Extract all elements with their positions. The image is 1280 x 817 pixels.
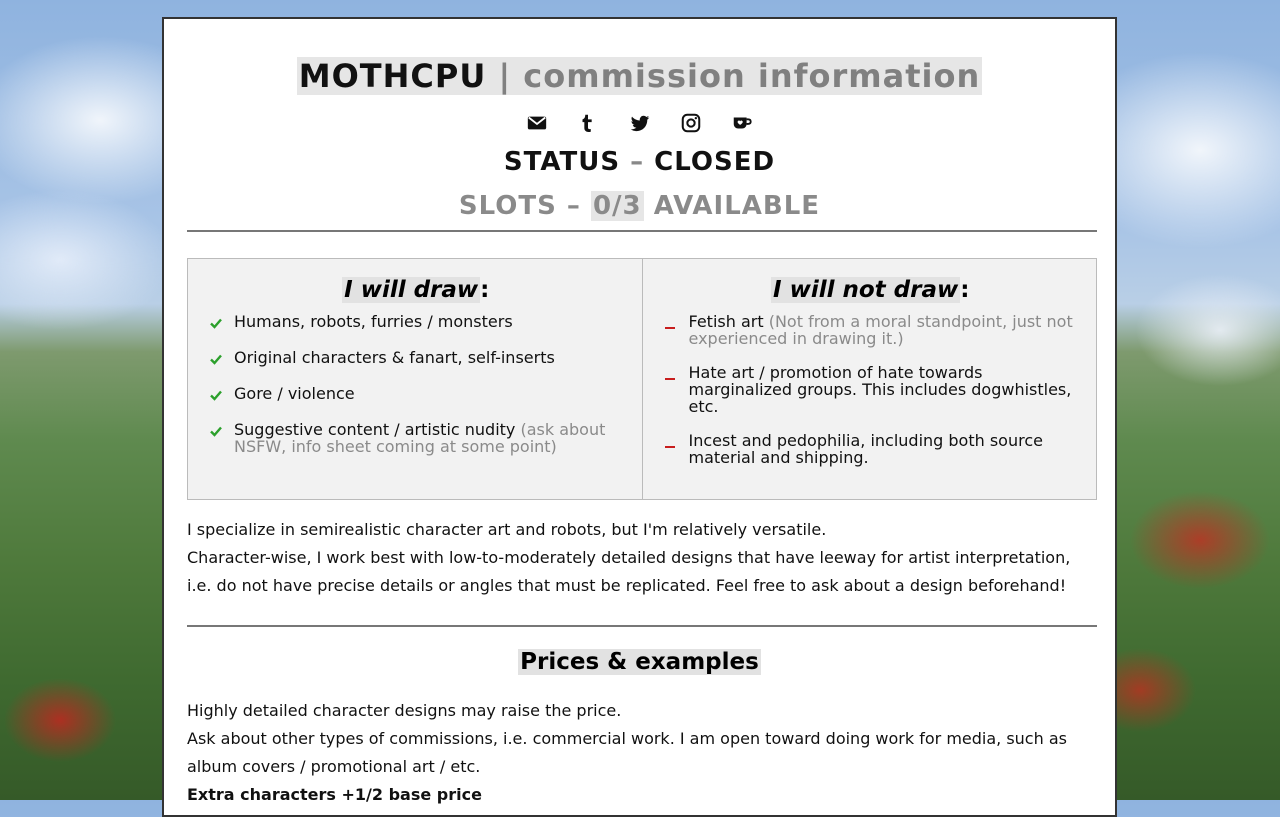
- intro-line-2: Character-wise, I work best with low-to-moderately detailed designs that have leeway for artist interpretation, i.e. do not have precise details or angles that must be replicated. Feel free to ask about a design beforehand!: [187, 548, 1071, 595]
- will-draw-heading: I will draw:: [344, 277, 490, 303]
- instagram-icon[interactable]: [680, 112, 702, 134]
- list-item-note: (ask about NSFW, info sheet coming at some point): [234, 420, 606, 456]
- list-item-text: Hate art / promotion of hate towards marginalized groups. This includes dogwhistles, etc.: [688, 363, 1072, 416]
- intro-text: [187, 516, 1097, 600]
- will-not-draw-column: [642, 259, 1097, 499]
- prices-extra-characters: Extra characters +1/2 base price: [187, 785, 482, 804]
- minus-icon: [665, 315, 689, 332]
- list-item: [210, 349, 622, 368]
- twitter-icon[interactable]: [629, 112, 651, 134]
- divider: [187, 230, 1097, 232]
- title-subtitle: commission information: [523, 57, 981, 95]
- minus-icon: [665, 434, 689, 451]
- prices-text: [187, 697, 1097, 809]
- list-item: [210, 385, 622, 404]
- list-item-text: Incest and pedophilia, including both source material and shipping.: [688, 431, 1043, 467]
- page-title: [164, 57, 1115, 95]
- will-not-draw-heading: I will not draw:: [773, 277, 970, 303]
- will-draw-column: [188, 259, 642, 499]
- list-item-text: Suggestive content / artistic nudity (ask about NSFW, info sheet coming at some point): [234, 420, 606, 456]
- list-item-note: (Not from a moral standpoint, just not experienced in drawing it.): [688, 312, 1073, 348]
- divider: [187, 625, 1097, 627]
- social-links: [164, 112, 1115, 134]
- check-icon: [210, 423, 234, 440]
- commission-panel: [162, 17, 1117, 817]
- check-icon: [210, 315, 234, 332]
- prices-heading: Prices & examples: [520, 649, 759, 675]
- list-item-text: Humans, robots, furries / monsters: [234, 312, 513, 331]
- status-value: CLOSED: [654, 147, 776, 177]
- list-item-text: Fetish art (Not from a moral standpoint, just not experienced in drawing it.): [688, 312, 1073, 348]
- list-item-text: Original characters & fanart, self-inserts: [234, 348, 555, 367]
- list-item: [665, 313, 1077, 347]
- list-item: [210, 421, 622, 455]
- slots-line: [164, 191, 1115, 221]
- list-item-text: Gore / violence: [234, 384, 355, 403]
- slots-count: 0/3: [592, 191, 642, 221]
- list-item: [210, 313, 622, 332]
- tumblr-icon[interactable]: [577, 112, 599, 134]
- kofi-icon[interactable]: [731, 112, 753, 134]
- check-icon: [210, 387, 234, 404]
- check-icon: [210, 351, 234, 368]
- status-label: STATUS: [503, 147, 621, 177]
- slots-suffix: AVAILABLE: [653, 191, 821, 221]
- prices-line-1: Highly detailed character designs may raise the price.: [187, 701, 622, 720]
- intro-line-1: I specialize in semirealistic character art and robots, but I'm relatively versatile.: [187, 520, 827, 539]
- list-item: [665, 364, 1077, 415]
- prices-line-2: Ask about other types of commissions, i.e. commercial work. I am open toward doing work for media, such as album covers / promotional art / etc.: [187, 729, 1067, 776]
- list-item: [665, 432, 1077, 466]
- title-separator: |: [498, 57, 512, 95]
- draw-lists: [187, 258, 1097, 500]
- email-icon[interactable]: [526, 112, 548, 134]
- status-dash: –: [630, 147, 645, 177]
- status-line: [164, 147, 1115, 177]
- artist-name: MOTHCPU: [298, 57, 487, 95]
- slots-prefix: SLOTS –: [458, 191, 581, 221]
- minus-icon: [665, 366, 689, 383]
